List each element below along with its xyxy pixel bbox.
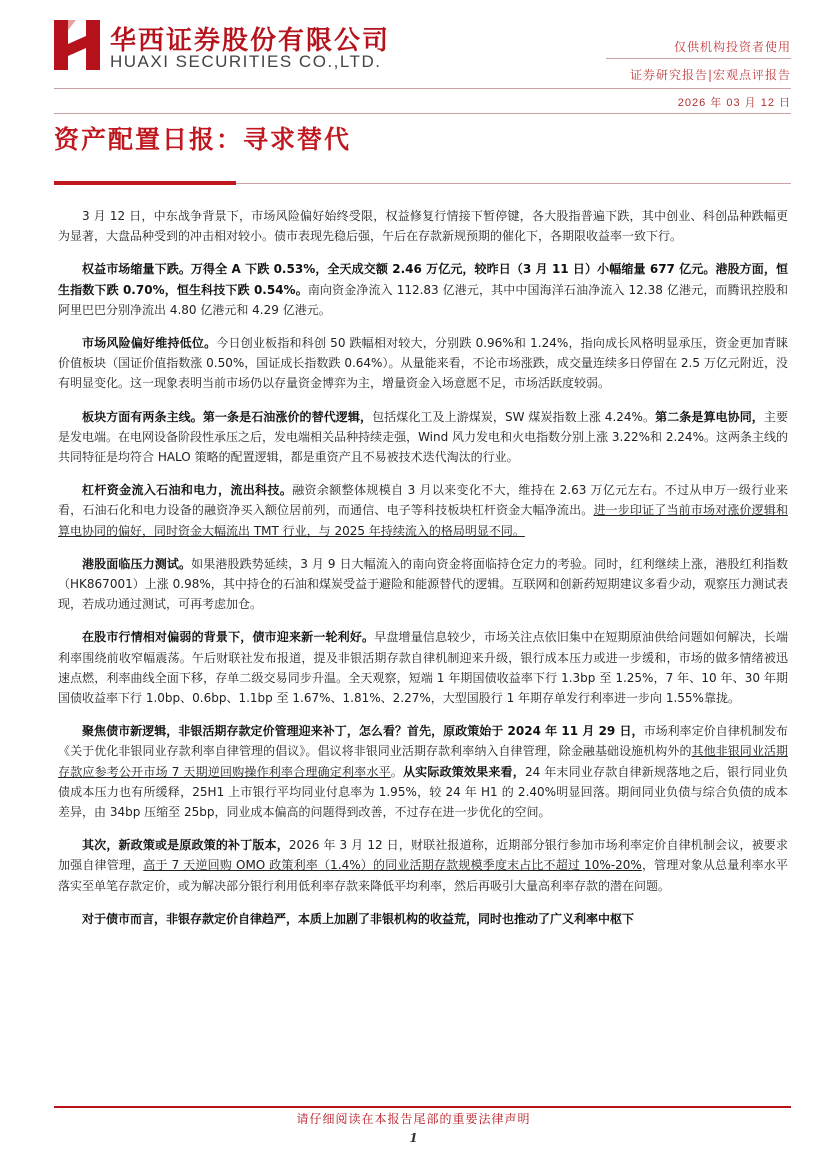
underlined-highlight: 其他非银同业活期存款应参考公开市场 7 天期逆回购操作利率合理确定利率水平	[58, 744, 788, 779]
footer-divider	[54, 1106, 791, 1108]
paragraph-equity-market: 权益市场缩量下跌。万得全 A 下跌 0.53%，全天成交额 2.46 万亿元，较昨日（3 月 11 日）小幅缩量 677 亿元。港股方面，恒生指数下跌 0.70%，恒生科技下跌 0.54%。南向资金净流入 112.83 亿港元，其中中国海洋石油净流入 12.38 亿港元，而腾讯控股和阿里巴巴分别净流出 4.80 亿港元和 4.29 亿港元。	[58, 262, 789, 317]
paragraph-heading: 第二条是算电协同，	[655, 409, 764, 424]
report-title: 资产配置日报：寻求替代	[54, 125, 352, 154]
paragraph-risk-appetite: 市场风险偏好维持低位。今日创业板指和科创 50 跌幅相对较大，分别跌 0.96%和 1.24%，指向成长风格明显承压，资金更加青睐价值板块（国证价值指数涨 0.50%，国证成长指数跌 0.64%）。从量能来看，不论市场涨跌，成交量连续多日停留在 2.5 万亿元附近，没有明显变化。这一现象表明当前市场仍以存量资金博弈为主，增量资金入场意愿不足，市场活跃度较弱。	[58, 336, 788, 391]
paragraph-new-policy: 其次，新政策或是原政策的补丁版本，2026 年 3 月 12 日，财联社报道称，近期部分银行参加市场利率定价自律机制会议，被要求加强自律管理，高于 7 天逆回购 OMO 政策利率（1.4%）的同业活期存款规模季度末占比不超过 10%-20%，管理对象从总量利率水平落实至单笔存款定价，或为解决部分银行利用低利率存款来降低平均利率，然后再吸引大量高利率存款的潜在问题。	[58, 838, 788, 893]
paragraph-leverage-funds: 杠杆资金流入石油和电力，流出科技。融资余额整体规模自 3 月以来变化不大，维持在 2.63 万亿元左右。不过从申万一级行业来看，石油石化和电力设备的融资净买入额位居前列，而通信、电子等科技板块杠杆资金大幅净流出。进一步印证了当前市场对涨价逻辑和算电协同的偏好，同时资金大幅流出 TMT 行业，与 2025 年持续流入的格局明显不同。	[58, 483, 788, 538]
paragraph-heading: 市场风险偏好维持低位。	[82, 336, 217, 351]
paragraph-heading: 板块方面有两条主线。第一条是石油涨价的替代逻辑，	[82, 409, 373, 424]
paragraph-heading: 对于债市而言，非银存款定价自律趋严，本质上加剧了非银机构的收益荒，同时也推动了广义利率中枢下	[82, 911, 635, 926]
paragraph-heading: 权益市场缩量下跌。万得全 A 下跌 0.53%，全天成交额 2.46 万亿元，较昨日（3 月 11 日）小幅缩量 677 亿元。港股方面，恒生指数下跌 0.70%，恒生科技下跌 0.54%。	[58, 262, 788, 297]
report-type-label: 证券研究报告|宏观点评报告	[629, 68, 791, 82]
huaxi-logo-icon	[54, 20, 100, 70]
company-name-en: HUAXI SECURITIES CO.,LTD.	[110, 52, 382, 71]
legal-notice: 请仔细阅读在本报告尾部的重要法律声明	[296, 1112, 531, 1126]
paragraph-bond-implication	[58, 909, 788, 929]
paragraph-heading: 其次，新政策或是原政策的补丁版本，	[82, 838, 289, 853]
underlined-highlight: 高于 7 天逆回购 OMO 政策利率（1.4%）的同业活期存款规模季度末占比不超过 10%-20%	[143, 858, 642, 873]
paragraph-heading: 杠杆资金流入石油和电力，流出科技。	[82, 483, 293, 498]
paragraph-new-logic: 聚焦债市新逻辑，非银活期存款定价管理迎来补丁，怎么看？首先，原政策始于 2024 年 11 月 29 日，市场利率定价自律机制发布《关于优化非银同业存款利率自律管理的倡议》。倡议将非银同业活期存款利率纳入自律管理，除金融基础设施机构外的其他非银同业活期存款应参考公开市场 7 天期逆回购操作利率合理确定利率水平。从实际政策效果来看，24 年末同业存款自律新规落地之后，银行同业负债成本压力也有所缓释，25H1 上市银行平均同业付息率为 1.95%，较 24 年 H1 的 2.40%明显回落。期间同业负债与综合负债的成本差异，由 34bp 压缩至 25bp，同业成本偏高的问题得到改善，不过存在进一步优化的空间。	[58, 724, 788, 820]
header-divider	[54, 113, 791, 114]
paragraph-bond-market: 在股市行情相对偏弱的背景下，债市迎来新一轮利好。早盘增量信息较少，市场关注点依旧集中在短期原油供给问题如何解决，长端利率围绕前收窄幅震荡。午后财联社发布报道，提及非银活期存款自律机制迎来升级，银行成本压力或进一步缓和，市场的做多情绪被迅速点燃，利率曲线全面下移，存单二级交易同步升温。全天观察，短端 1 年期国债收益率下行 1.3bp 至 1.25%，7 年、10 年、30 年期国债收益率下行 1.0bp、0.6bp、1.1bp 至 1.67%、1.81%、2.27%，大型国股行 1 年期存单发行利率进一步向 1.55%靠拢。	[58, 630, 788, 706]
paragraph-hk-stress-test: 港股面临压力测试。如果港股跌势延续，3 月 9 日大幅流入的南向资金将面临持仓定力的考验。同时，红利继续上涨，港股红利指数（HK867001）上涨 0.98%，其中持仓的石油和煤炭受益于避险和能源替代的逻辑。互联网和创新药短期建议多看少动，观察压力测试表现，若成功通过测试，可再考虑加仓。	[58, 556, 788, 612]
underlined-highlight: 进一步印证了当前市场对涨价逻辑和算电协同的偏好，同时资金大幅流出 TMT 行业，与 2025 年持续流入的格局明显不同。	[58, 503, 788, 538]
paragraph-intro: 3 月 12 日，中东战争背景下，市场风险偏好始终受限，权益修复行情接下暂停键，各大股指普遍下跌，其中创业、科创品种跌幅更为显著，大盘品种受到的冲击相对较小。债市表现先稳后强，午后在存款新规预期的催化下，各期限收益率一致下行。	[58, 209, 788, 244]
paragraph-heading: 聚焦债市新逻辑，非银活期存款定价管理迎来补丁，怎么看？首先，原政策始于 2024 年 11 月 29 日，	[82, 724, 644, 739]
paragraph-heading: 从实际政策效果来看，	[402, 764, 525, 779]
paragraph-heading: 在股市行情相对偏弱的背景下，债市迎来新一轮利好。	[82, 630, 375, 645]
report-date: 2026 年 03 月 12 日	[677, 97, 791, 109]
paragraph-sector-themes: 板块方面有两条主线。第一条是石油涨价的替代逻辑，包括煤化工及上游煤炭，SW 煤炭指数上涨 4.24%。第二条是算电协同，主要是发电端。在电网设备阶段性承压之后，发电端相关品种持续走强，Wind 风力发电和火电指数分别上涨 3.22%和 2.24%。这两条主线的共同特征是均符合 HALO 策略的配置逻辑，都是重资产且不易被技术迭代淘汰的行业。	[58, 409, 788, 465]
header-divider	[54, 88, 791, 89]
header-divider	[606, 58, 791, 59]
investor-only-label: 仅供机构投资者使用	[673, 40, 791, 54]
paragraph-heading: 港股面临压力测试。	[82, 556, 192, 571]
page-number: 1	[409, 1131, 418, 1145]
report-body	[58, 206, 788, 942]
title-accent-bar	[54, 181, 236, 185]
company-name-cn: 华西证券股份有限公司	[110, 26, 391, 56]
